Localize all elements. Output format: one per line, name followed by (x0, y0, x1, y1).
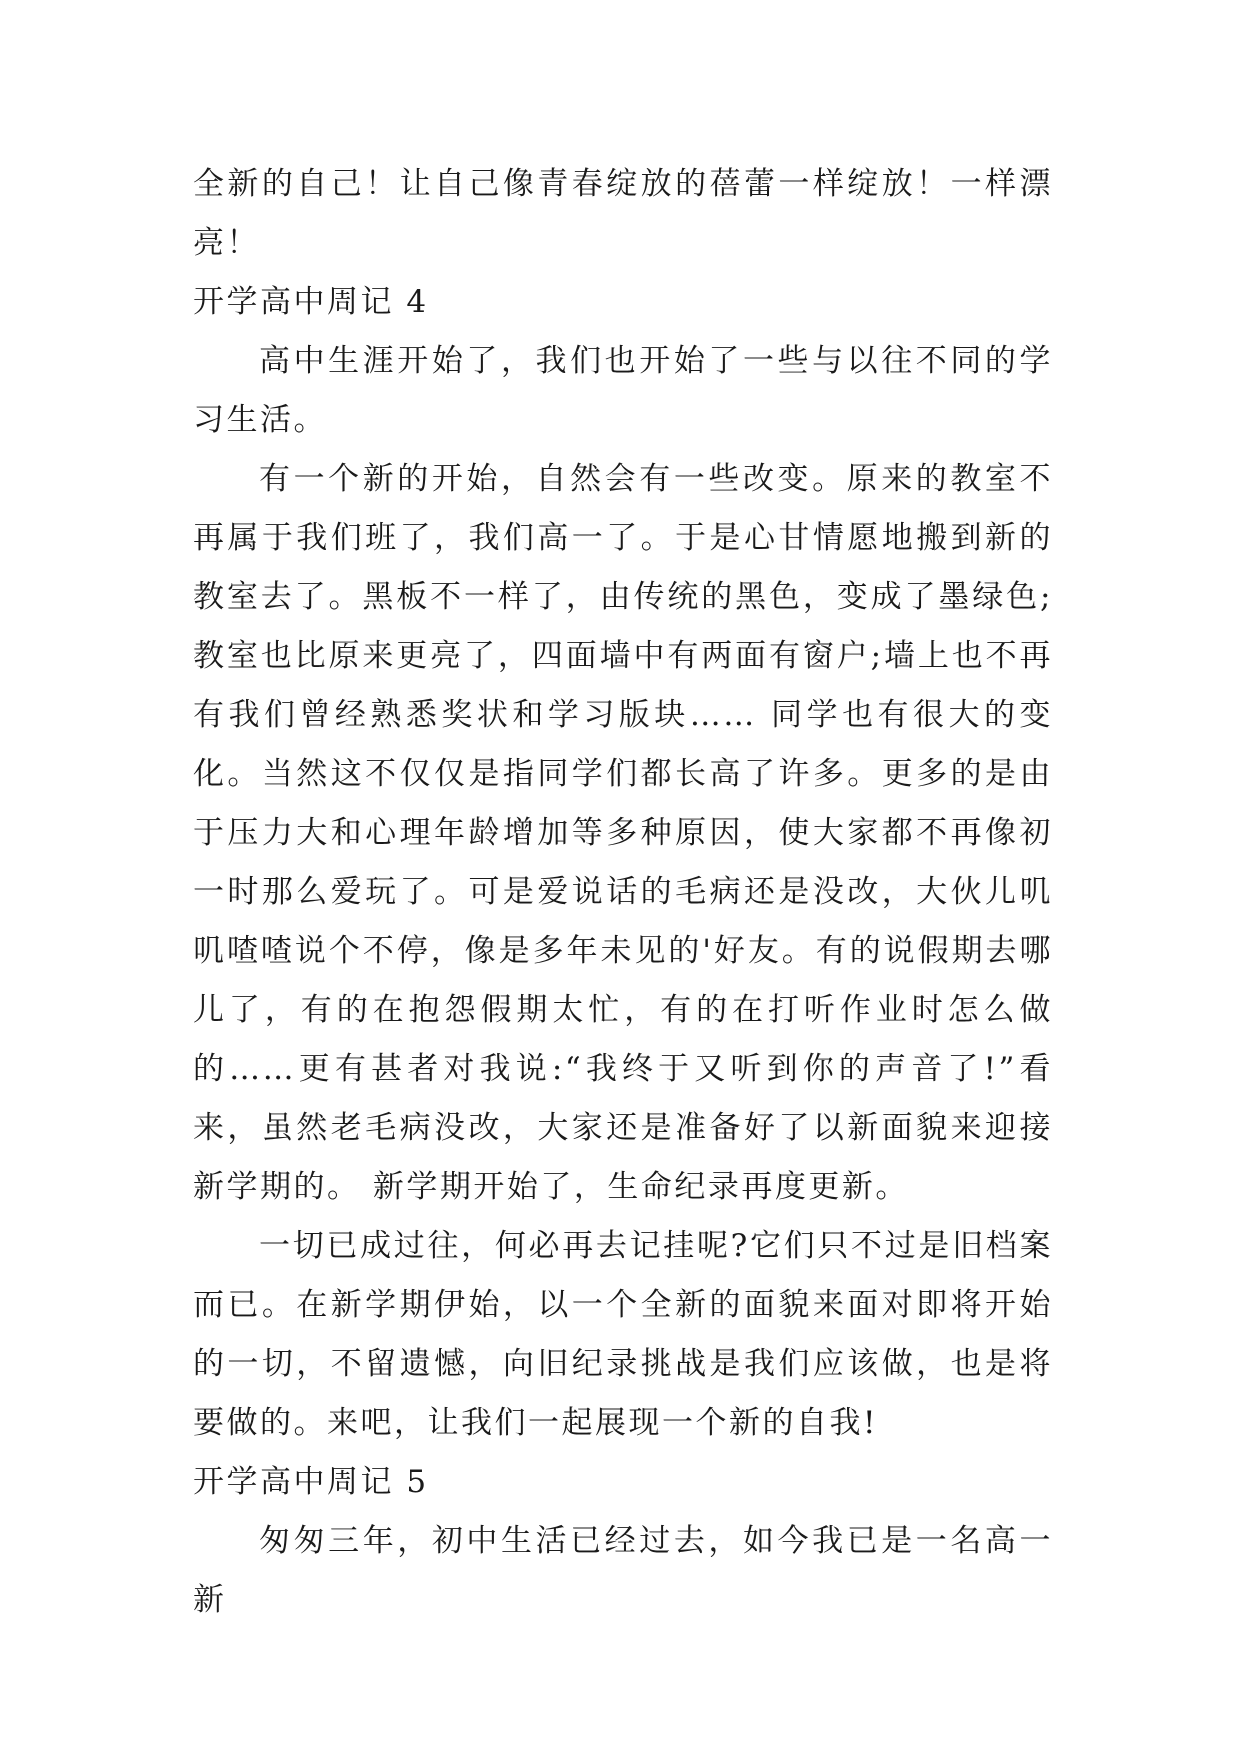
paragraph: 高中生涯开始了，我们也开始了一些与以往不同的学习生活。 (193, 343, 1053, 438)
paragraph: 一切已成过往，何必再去记挂呢?它们只不过是旧档案而已。在新学期伊始，以一个全新的面貌来面对即将开始的一切，不留遗憾，向旧纪录挑战是我们应该做，也是将要做的。来吧，让我们一起展现一个新的自我! (193, 1228, 1053, 1441)
paragraph: 有一个新的开始，自然会有一些改变。原来的教室不再属于我们班了，我们高一了。于是心甘情愿地搬到新的教室去了。黑板不一样了，由传统的黑色，变成了墨绿色;教室也比原来更亮了，四面墙中有两面有窗户;墙上也不再有我们曾经熟悉奖状和学习版块…… 同学也有很大的变化。当然这不仅仅是指同学们都长高了许多。更多的是由于压力大和心理年龄增加等多种原因，使大家都不再像初一时那么爱玩了。可是爱说话的毛病还是没改，大伙儿叽叽喳喳说个不停，像是多年未见的'好友。有的说假期去哪儿了，有的在抱怨假期太忙，有的在打听作业时怎么做的……更有甚者对我说:“我终于又听到你的声音了!”看来，虽然老毛病没改，大家还是准备好了以新面貌来迎接新学期的。 新学期开始了，生命纪录再度更新。 (193, 461, 1053, 1205)
document-body (193, 155, 1053, 1630)
paragraph-continuation: 全新的自己！让自己像青春绽放的蓓蕾一样绽放！一样漂亮！ (193, 166, 1053, 261)
section-heading-5: 开学高中周记 5 (193, 1464, 429, 1500)
paragraph: 匆匆三年，初中生活已经过去，如今我已是一名高一新 (193, 1523, 1053, 1618)
section-heading-4: 开学高中周记 4 (193, 284, 429, 320)
